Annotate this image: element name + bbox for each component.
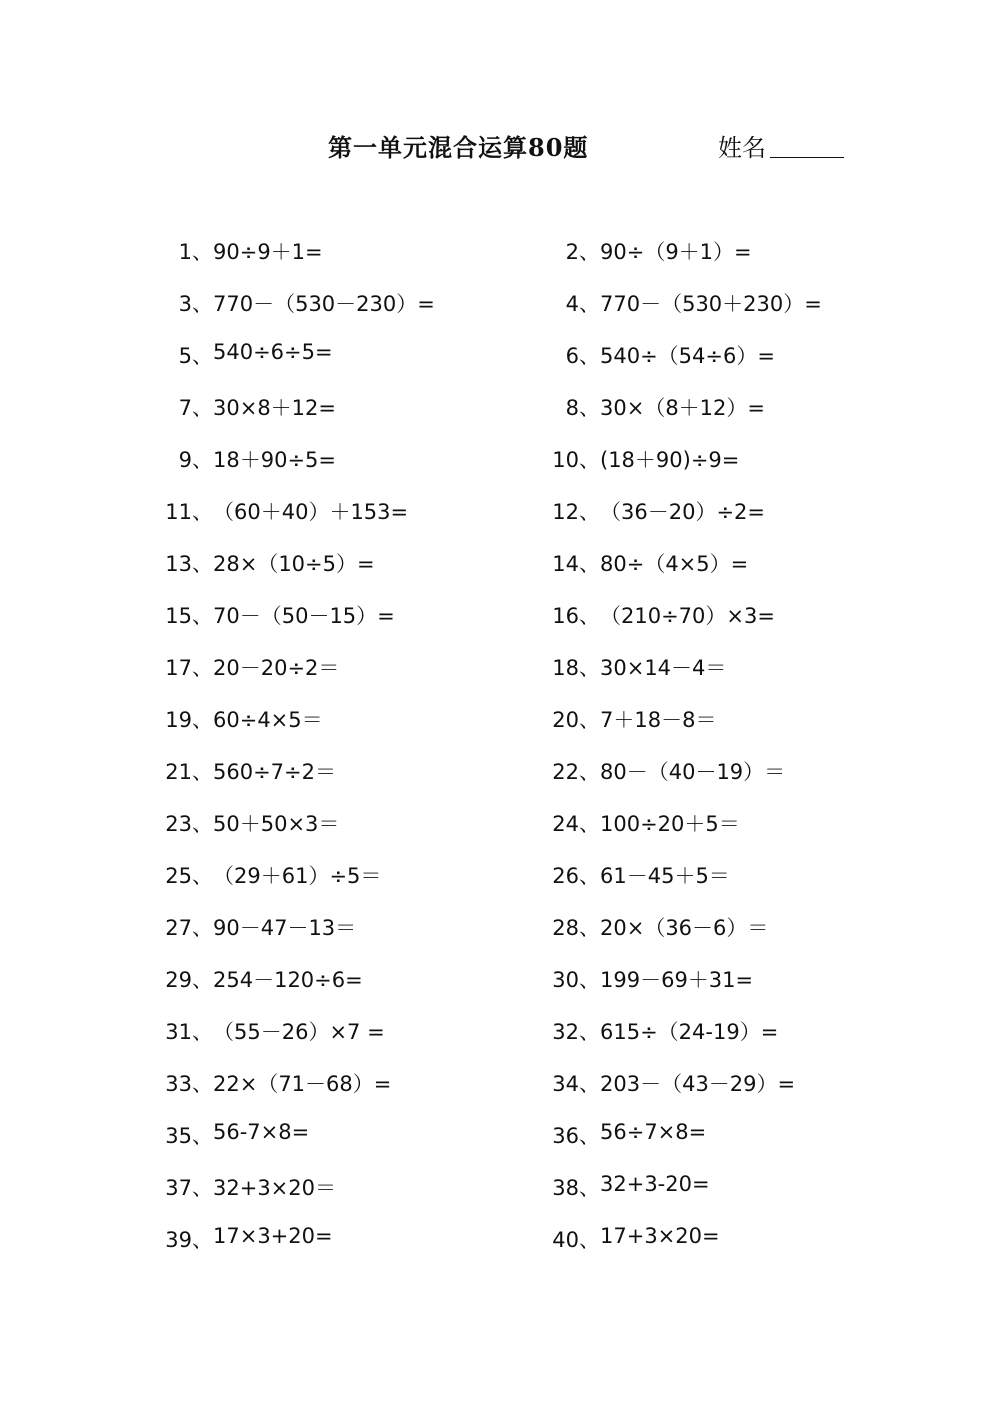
problem-expression: 50＋50×3＝ <box>213 812 340 836</box>
problem-number: 33、 <box>165 1072 213 1096</box>
problem-row <box>0 386 992 438</box>
problem-number: 21、 <box>165 760 213 784</box>
problem-expression: （29＋61）÷5＝ <box>213 864 382 888</box>
problem-number: 17、 <box>165 656 213 680</box>
problem-expression: 100÷20＋5＝ <box>600 812 740 836</box>
problem-expression: 22×（71－68）= <box>213 1072 392 1096</box>
problem-expression: （36－20）÷2= <box>600 500 765 524</box>
problem-expression: 70－（50－15）= <box>213 604 395 628</box>
problem-expression: 7＋18－8＝ <box>600 708 717 732</box>
problem-number: 36、 <box>552 1124 600 1148</box>
problem-number: 15、 <box>165 604 213 628</box>
problem-row <box>0 1218 992 1270</box>
problem-row <box>0 230 992 282</box>
problem-row <box>0 542 992 594</box>
problem-number: 27、 <box>165 916 213 940</box>
problem-expression: 17+3×20= <box>600 1224 720 1248</box>
problem-row <box>0 646 992 698</box>
problem-expression: 90÷9＋1= <box>213 240 323 264</box>
problem-number: 32、 <box>552 1020 600 1044</box>
problem-number: 24、 <box>552 812 600 836</box>
problem-row <box>0 490 992 542</box>
problem-expression: 540÷6÷5= <box>213 340 333 364</box>
problem-expression: 32+3-20= <box>600 1172 710 1196</box>
problem-expression: 28×（10÷5）= <box>213 552 375 576</box>
problem-expression: 18＋90÷5= <box>213 448 336 472</box>
problem-number: 16、 <box>552 604 600 628</box>
problem-number: 2、 <box>565 240 600 264</box>
problem-expression: （60＋40）＋153= <box>213 500 409 524</box>
problem-expression: 203－（43－29）= <box>600 1072 796 1096</box>
problem-expression: 560÷7÷2＝ <box>213 760 336 784</box>
problem-row <box>0 282 992 334</box>
problem-number: 18、 <box>552 656 600 680</box>
problem-number: 10、 <box>552 448 600 472</box>
problem-row <box>0 854 992 906</box>
problem-row <box>0 438 992 490</box>
problem-row <box>0 698 992 750</box>
problem-number: 37、 <box>165 1176 213 1200</box>
problem-row <box>0 750 992 802</box>
problem-number: 19、 <box>165 708 213 732</box>
problem-number: 31、 <box>165 1020 213 1044</box>
problem-expression: 540÷（54÷6）= <box>600 344 775 368</box>
problem-expression: (18＋90)÷9= <box>600 448 740 472</box>
problem-number: 12、 <box>552 500 600 524</box>
problem-number: 9、 <box>178 448 213 472</box>
problem-number: 13、 <box>165 552 213 576</box>
problem-expression: 90÷（9＋1）= <box>600 240 752 264</box>
problem-list <box>0 230 992 1270</box>
problem-number: 1、 <box>178 240 213 264</box>
problem-number: 30、 <box>552 968 600 992</box>
problem-expression: 770－（530－230）= <box>213 292 435 316</box>
problem-expression: 30×8＋12= <box>213 396 336 420</box>
problem-number: 4、 <box>565 292 600 316</box>
problem-row <box>0 1010 992 1062</box>
problem-number: 29、 <box>165 968 213 992</box>
problem-expression: 615÷（24-19）= <box>600 1020 779 1044</box>
problem-number: 3、 <box>178 292 213 316</box>
problem-row <box>0 594 992 646</box>
problem-expression: 56-7×8= <box>213 1120 310 1144</box>
problem-expression: 30×（8＋12）= <box>600 396 765 420</box>
problem-expression: 770－（530＋230）= <box>600 292 822 316</box>
problem-number: 39、 <box>165 1228 213 1252</box>
problem-number: 8、 <box>565 396 600 420</box>
problem-number: 25、 <box>165 864 213 888</box>
problem-expression: 20－20÷2＝ <box>213 656 340 680</box>
page-title: 第一单元混合运算80题 <box>328 133 589 162</box>
problem-number: 23、 <box>165 812 213 836</box>
problem-number: 5、 <box>178 344 213 368</box>
problem-number: 22、 <box>552 760 600 784</box>
problem-row <box>0 958 992 1010</box>
problem-expression: 199－69＋31= <box>600 968 754 992</box>
problem-expression: 20×（36－6）＝ <box>600 916 769 940</box>
problem-expression: 90－47－13＝ <box>213 916 357 940</box>
problem-row <box>0 1062 992 1114</box>
problem-row <box>0 802 992 854</box>
problem-number: 26、 <box>552 864 600 888</box>
problem-expression: （55－26）×7 = <box>213 1020 385 1044</box>
problem-expression: 60÷4×5＝ <box>213 708 323 732</box>
problem-number: 35、 <box>165 1124 213 1148</box>
problem-row <box>0 334 992 386</box>
problem-expression: 30×14－4＝ <box>600 656 727 680</box>
name-blank-line <box>770 157 844 158</box>
problem-expression: （210÷70）×3= <box>600 604 775 628</box>
problem-number: 11、 <box>165 500 213 524</box>
problem-number: 7、 <box>178 396 213 420</box>
problem-expression: 61－45＋5＝ <box>600 864 730 888</box>
problem-number: 28、 <box>552 916 600 940</box>
problem-row <box>0 906 992 958</box>
problem-expression: 80÷（4×5）= <box>600 552 749 576</box>
problem-expression: 56÷7×8= <box>600 1120 707 1144</box>
problem-expression: 80－（40－19）＝ <box>600 760 786 784</box>
problem-number: 20、 <box>552 708 600 732</box>
name-label: 姓名 <box>718 134 766 162</box>
problem-expression: 32+3×20＝ <box>213 1176 336 1200</box>
problem-row <box>0 1166 992 1218</box>
problem-number: 14、 <box>552 552 600 576</box>
problem-number: 38、 <box>552 1176 600 1200</box>
problem-number: 34、 <box>552 1072 600 1096</box>
problem-number: 40、 <box>552 1228 600 1252</box>
problem-expression: 254－120÷6= <box>213 968 363 992</box>
problem-expression: 17×3+20= <box>213 1224 333 1248</box>
problem-row <box>0 1114 992 1166</box>
problem-number: 6、 <box>565 344 600 368</box>
